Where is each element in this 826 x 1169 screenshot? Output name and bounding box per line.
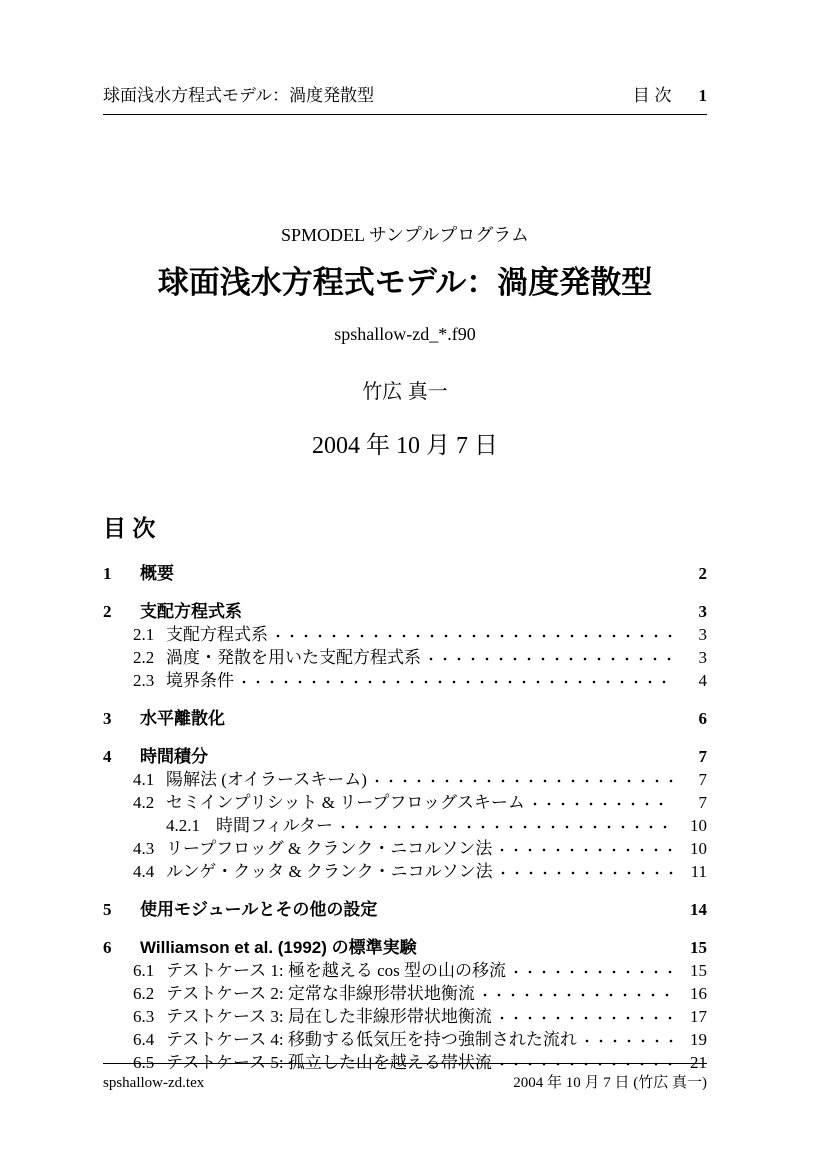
toc-dot-leader [276, 634, 673, 638]
toc-dot-leader [341, 825, 673, 829]
toc-entry [103, 956, 707, 979]
toc-entry-number: 2.3 [133, 671, 155, 690]
toc-entry-page: 10 [690, 839, 707, 858]
toc-entry [103, 1002, 707, 1025]
footer-date-author: 2004 年 10 月 7 日 (竹広 真一) [513, 1075, 707, 1091]
toc-entry [103, 857, 707, 880]
running-head-section-label: 目 次 [632, 86, 672, 105]
toc-entry [103, 834, 707, 857]
toc-entry [103, 788, 707, 811]
toc-entry-page: 17 [690, 1007, 707, 1026]
toc-entry-page: 19 [690, 1030, 707, 1049]
toc-dot-leader [501, 871, 673, 875]
toc-entry-page: 7 [698, 793, 707, 812]
document-author: 竹広 真一 [362, 381, 448, 403]
toc-entry-number: 6.4 [133, 1030, 155, 1049]
document-filename: spshallow-zd_*.f90 [334, 324, 476, 344]
toc-entry-title: テストケース 4: 移動する低気圧を持つ強制された流れ [166, 1030, 577, 1049]
toc-dot-leader [514, 970, 673, 974]
toc-entry [103, 704, 707, 727]
toc-entry-number: 4.1 [133, 770, 155, 789]
toc-dot-leader [429, 657, 673, 661]
toc-entry-page: 6 [698, 709, 707, 728]
toc-entry-title: テストケース 1: 極を越える cos 型の山の移流 [166, 961, 507, 980]
toc-entry-number: 6.2 [133, 984, 155, 1003]
toc-entry [103, 933, 707, 956]
toc-entry-title: 陽解法 (オイラースキーム) [166, 770, 367, 789]
toc-entry-page: 3 [698, 648, 707, 667]
toc-entry-page: 4 [698, 671, 707, 690]
toc-entry-title: ルンゲ・クッタ & クランク・ニコルソン法 [166, 862, 493, 881]
toc-entry [103, 742, 707, 765]
running-head-page-number: 1 [698, 86, 707, 105]
toc-entry-number: 6.5 [133, 1053, 155, 1072]
toc-heading: 目 次 [103, 515, 156, 541]
toc-entry-title: リープフロッグ & クランク・ニコルソン法 [166, 839, 493, 858]
toc-entry-title: 時間フィルター [216, 816, 333, 835]
toc-entry-title: セミインプリシット & リープフロッグスキーム [166, 793, 525, 812]
document-title: 球面浅水方程式モデル：渦度発散型 [157, 265, 653, 300]
toc-entry-page: 7 [698, 770, 707, 789]
toc-entry-page: 21 [690, 1053, 707, 1072]
document-date: 2004 年 10 月 7 日 [312, 433, 498, 459]
toc-entry [103, 811, 707, 834]
toc-dot-leader [500, 848, 673, 852]
toc-entry-number: 4 [103, 747, 112, 766]
toc-entry-title: テストケース 2: 定常な非線形帯状地衡流 [166, 984, 475, 1003]
toc-entry-page: 15 [690, 961, 707, 980]
toc-entry [103, 979, 707, 1002]
toc-entry-title: 支配方程式系 [166, 625, 268, 644]
toc-entry-title: テストケース 3: 局在した非線形帯状地衡流 [166, 1007, 492, 1026]
toc-entry-page: 2 [698, 564, 707, 583]
toc-entry [103, 765, 707, 788]
toc-entry [103, 620, 707, 643]
toc-entry-number: 5 [103, 900, 112, 919]
document-subtitle: SPMODEL サンプルプログラム [280, 225, 530, 245]
toc-entry-number: 4.3 [133, 839, 155, 858]
toc-entry-title: Williamson et al. (1992) の標準実験 [140, 938, 417, 957]
toc-dot-leader [533, 802, 673, 806]
toc-entry-title: テストケース 5: 孤立した山を越える帯状流 [166, 1053, 492, 1072]
toc-entry-title: 時間積分 [140, 747, 208, 766]
toc-list [103, 559, 707, 1071]
toc-entry-title: 境界条件 [166, 671, 234, 690]
toc-dot-leader [585, 1039, 673, 1043]
toc-entry-number: 4.2 [133, 793, 155, 812]
toc-entry [103, 666, 707, 689]
page-content [103, 81, 707, 1071]
toc-entry-title: 渦度・発散を用いた支配方程式系 [166, 648, 421, 667]
toc-entry-number: 6 [103, 938, 112, 957]
toc-entry-page: 10 [690, 816, 707, 835]
toc-entry-page: 7 [698, 747, 707, 766]
toc-entry-page: 14 [690, 900, 707, 919]
toc-entry-title: 水平離散化 [140, 709, 225, 728]
toc-entry-number: 2.2 [133, 648, 155, 667]
toc-entry-page: 3 [698, 625, 707, 644]
running-head-title: 球面浅水方程式モデル：渦度発散型 [103, 86, 375, 105]
title-block [103, 221, 707, 460]
toc-dot-leader [375, 779, 673, 783]
toc-entry-number: 3 [103, 709, 112, 728]
toc-dot-leader [242, 680, 673, 684]
toc-entry [103, 1025, 707, 1048]
toc-entry [103, 559, 707, 582]
toc-entry-page: 11 [690, 862, 707, 881]
toc-entry-page: 16 [690, 984, 707, 1003]
toc-entry-number: 6.1 [133, 961, 155, 980]
toc-entry [103, 895, 707, 918]
toc-entry-page: 15 [690, 938, 707, 957]
toc-entry-title: 概要 [140, 564, 174, 583]
toc-dot-leader [500, 1016, 673, 1020]
toc-entry-number: 6.3 [133, 1007, 155, 1026]
toc-entry-title: 支配方程式系 [140, 602, 242, 621]
toc-entry-number: 2.1 [133, 625, 155, 644]
toc-entry-number: 4.2.1 [166, 816, 200, 835]
toc-entry [103, 643, 707, 666]
running-head-right [633, 81, 707, 106]
toc-entry-title: 使用モジュールとその他の設定 [140, 900, 378, 919]
running-head [103, 81, 707, 115]
toc-entry-number: 2 [103, 602, 112, 621]
toc-entry [103, 597, 707, 620]
footer-filename: spshallow-zd.tex [103, 1075, 205, 1091]
page-footer [103, 1063, 707, 1092]
toc-entry-number: 4.4 [133, 862, 155, 881]
toc-dot-leader [483, 993, 673, 997]
toc-entry-number: 1 [103, 564, 112, 583]
toc-entry-page: 3 [698, 602, 707, 621]
